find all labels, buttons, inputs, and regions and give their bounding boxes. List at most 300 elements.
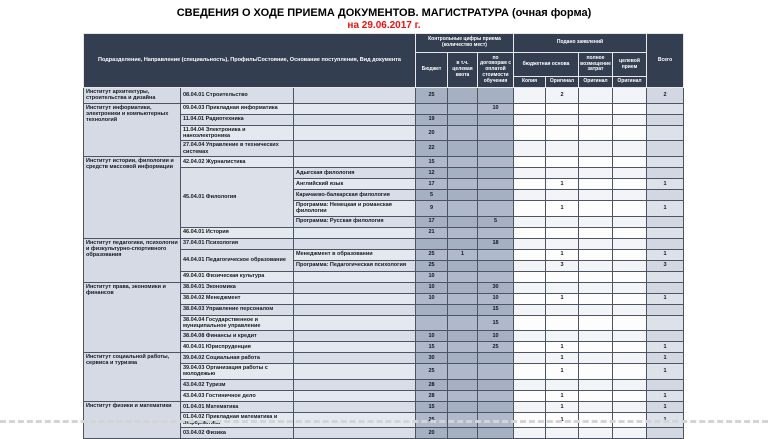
cell-original-target (613, 364, 647, 380)
cell-direction: 27.04.04 Управление в технических системах (181, 141, 294, 157)
cell-original-budget (546, 156, 579, 167)
cell-quota (448, 167, 478, 178)
col-group-budget-basis: бюджетная основа (514, 53, 579, 77)
cell-original-target (613, 428, 647, 439)
cell-contract (478, 379, 514, 390)
cell-original-target (613, 114, 647, 125)
cell-original-reimb (579, 125, 613, 141)
cell-budget: 10 (416, 293, 448, 304)
cell-institution: Институт педагогики, психологии и физкультурно-спортивного образования (84, 238, 181, 282)
cell-direction: 40.04.01 Юриспруденция (181, 342, 294, 353)
table-row (84, 103, 684, 114)
cell-copy (514, 114, 546, 125)
cell-profile: Английский язык (294, 178, 416, 189)
cell-budget: 25 (416, 364, 448, 380)
cell-direction: 38.04.08 Финансы и кредит (181, 331, 294, 342)
cell-total: 1 (647, 200, 684, 216)
cell-total (647, 271, 684, 282)
cell-contract (478, 141, 514, 157)
cell-total: 1 (647, 364, 684, 380)
cell-original-reimb (579, 88, 613, 104)
cell-direction: 11.04.01 Радиотехника (181, 114, 294, 125)
cell-copy (514, 156, 546, 167)
cell-budget (416, 304, 448, 315)
cell-original-reimb (579, 353, 613, 364)
cell-profile: Программа: Русская филология (294, 216, 416, 227)
cell-budget (416, 103, 448, 114)
cell-original-reimb (579, 342, 613, 353)
cell-total (647, 379, 684, 390)
cell-original-target (613, 293, 647, 304)
cell-original-reimb (579, 249, 613, 260)
cell-profile (294, 390, 416, 401)
cell-copy (514, 342, 546, 353)
cell-budget: 25 (416, 260, 448, 271)
cell-profile (294, 364, 416, 380)
cell-contract (478, 260, 514, 271)
cell-copy (514, 428, 546, 439)
cell-profile (294, 428, 416, 439)
cell-original-target (613, 216, 647, 227)
cell-total (647, 315, 684, 331)
cell-contract: 18 (478, 238, 514, 249)
cell-total (647, 428, 684, 439)
cell-quota (448, 238, 478, 249)
table-row (84, 353, 684, 364)
cell-original-budget: 1 (546, 342, 579, 353)
cell-total: 3 (647, 260, 684, 271)
cell-original-target (613, 178, 647, 189)
cell-direction: 45.04.01 Филология (181, 167, 294, 227)
cell-original-target (613, 88, 647, 104)
cell-budget: 25 (416, 249, 448, 260)
cell-original-budget (546, 331, 579, 342)
cell-original-target (613, 227, 647, 238)
cell-budget: 21 (416, 227, 448, 238)
cell-profile: Менеджмент в образовании (294, 249, 416, 260)
cell-total: 1 (647, 249, 684, 260)
cell-profile (294, 293, 416, 304)
table-row (84, 282, 684, 293)
cell-direction: 39.04.03 Организация работы с молодежью (181, 364, 294, 380)
cell-original-target (613, 249, 647, 260)
cell-direction: 43.04.03 Гостиничное дело (181, 390, 294, 401)
cell-direction: 38.04.03 Управление персоналом (181, 304, 294, 315)
cell-copy (514, 271, 546, 282)
cell-copy (514, 189, 546, 200)
cell-quota (448, 315, 478, 331)
cell-budget: 28 (416, 390, 448, 401)
cell-original-reimb (579, 216, 613, 227)
cell-profile: Программа: Педагогическая психология (294, 260, 416, 271)
cell-original-target (613, 315, 647, 331)
col-header-copy: Копия (514, 77, 546, 88)
cell-copy (514, 401, 546, 412)
cell-copy (514, 249, 546, 260)
cell-copy (514, 260, 546, 271)
cell-total (647, 103, 684, 114)
cell-original-target (613, 379, 647, 390)
cell-contract: 5 (478, 216, 514, 227)
cell-contract (478, 249, 514, 260)
col-group-full-reimbursement: полное возмещение затрат (579, 53, 613, 77)
cell-original-reimb (579, 428, 613, 439)
cell-original-reimb (579, 200, 613, 216)
cell-total (647, 156, 684, 167)
report-date: на 29.06.2017 г. (347, 20, 421, 31)
cell-original-budget: 1 (546, 178, 579, 189)
col-group-applications: Подано заявлений (514, 34, 647, 53)
cell-total: 1 (647, 390, 684, 401)
cell-original-budget (546, 125, 579, 141)
cell-original-target (613, 103, 647, 114)
cell-institution: Институт физики и математики (84, 401, 181, 439)
cell-original-budget (546, 304, 579, 315)
cell-original-target (613, 189, 647, 200)
cell-original-reimb (579, 260, 613, 271)
cell-budget: 20 (416, 125, 448, 141)
cell-original-target (613, 271, 647, 282)
cell-original-target (613, 260, 647, 271)
cell-budget: 12 (416, 167, 448, 178)
cell-original-budget: 1 (546, 353, 579, 364)
cell-total (647, 238, 684, 249)
cell-original-budget (546, 114, 579, 125)
cell-total: 1 (647, 293, 684, 304)
cell-total (647, 216, 684, 227)
cell-original-budget: 1 (546, 364, 579, 380)
cell-quota (448, 331, 478, 342)
cell-total: 1 (647, 412, 684, 428)
cell-contract (478, 167, 514, 178)
cell-original-reimb (579, 364, 613, 380)
table-row (84, 156, 684, 167)
cell-direction: 46.04.01 История (181, 227, 294, 238)
cell-original-reimb (579, 379, 613, 390)
cell-contract (478, 353, 514, 364)
cell-quota (448, 178, 478, 189)
cell-budget: 28 (416, 379, 448, 390)
cell-quota (448, 88, 478, 104)
cell-total (647, 304, 684, 315)
cell-original-target (613, 331, 647, 342)
cell-original-budget (546, 189, 579, 200)
cell-original-budget (546, 315, 579, 331)
cell-profile (294, 379, 416, 390)
cell-budget: 17 (416, 216, 448, 227)
cell-contract: 15 (478, 304, 514, 315)
cell-budget: 17 (416, 178, 448, 189)
cell-original-target (613, 156, 647, 167)
cell-contract: 10 (478, 103, 514, 114)
cell-profile (294, 156, 416, 167)
col-header-budget: Бюджет (416, 53, 448, 88)
cell-budget: 15 (416, 401, 448, 412)
cell-original-target (613, 282, 647, 293)
cell-original-reimb (579, 331, 613, 342)
cell-original-budget (546, 216, 579, 227)
cell-institution: Институт истории, филологии и средств массовой информации (84, 156, 181, 238)
cell-copy (514, 390, 546, 401)
cell-original-target (613, 304, 647, 315)
cell-copy (514, 353, 546, 364)
cell-direction: 08.04.01 Строительство (181, 88, 294, 104)
cell-quota (448, 379, 478, 390)
col-header-target-quota: в т.ч. целевая квота (448, 53, 478, 88)
cell-budget (416, 238, 448, 249)
cell-original-reimb (579, 390, 613, 401)
cell-original-reimb (579, 238, 613, 249)
cell-copy (514, 331, 546, 342)
cell-profile (294, 342, 416, 353)
cell-contract (478, 390, 514, 401)
table-header (84, 34, 684, 88)
cell-direction: 38.04.04 Государственное и муниципальное управление (181, 315, 294, 331)
admissions-table (83, 33, 684, 439)
cell-contract (478, 125, 514, 141)
cell-original-reimb (579, 293, 613, 304)
cell-direction: 39.04.02 Социальная работа (181, 353, 294, 364)
col-header-original-budget: Оригинал (546, 77, 579, 88)
cell-profile (294, 282, 416, 293)
cell-original-target (613, 141, 647, 157)
cell-direction: 09.04.03 Прикладная информатика (181, 103, 294, 114)
cell-contract (478, 227, 514, 238)
cell-total (647, 189, 684, 200)
cell-original-reimb (579, 167, 613, 178)
cell-original-reimb (579, 178, 613, 189)
cell-institution: Институт архитектуры, строительства и дизайна (84, 88, 181, 104)
cell-contract: 10 (478, 293, 514, 304)
cell-original-budget: 3 (546, 260, 579, 271)
cell-contract (478, 178, 514, 189)
cell-copy (514, 238, 546, 249)
cell-original-reimb (579, 227, 613, 238)
cell-copy (514, 88, 546, 104)
cell-quota (448, 271, 478, 282)
cell-original-target (613, 342, 647, 353)
cell-original-budget (546, 282, 579, 293)
cell-original-budget (546, 428, 579, 439)
cell-original-budget: 1 (546, 390, 579, 401)
cell-budget (416, 315, 448, 331)
cell-direction: 03.04.02 Физика (181, 428, 294, 439)
cell-contract: 10 (478, 331, 514, 342)
cell-profile: Программа: Немецкая и романская филологии (294, 200, 416, 216)
cell-copy (514, 167, 546, 178)
cell-original-budget: 1 (546, 249, 579, 260)
cell-direction: 01.04.01 Математика (181, 401, 294, 412)
cell-total (647, 141, 684, 157)
cell-direction: 44.04.01 Педагогическое образование (181, 249, 294, 271)
cell-total: 1 (647, 178, 684, 189)
col-group-control-figures: Контрольные цифры приема (количество мест) (416, 34, 514, 53)
cell-original-target (613, 353, 647, 364)
cell-copy (514, 227, 546, 238)
cell-original-budget (546, 271, 579, 282)
cell-original-budget: 1 (546, 412, 579, 428)
cell-original-reimb (579, 141, 613, 157)
cell-profile (294, 304, 416, 315)
cell-total (647, 125, 684, 141)
cell-original-budget: 1 (546, 293, 579, 304)
cell-original-budget (546, 379, 579, 390)
cell-direction: 01.04.02 Прикладная математика и информатика (181, 412, 294, 428)
cell-original-target (613, 200, 647, 216)
cell-total (647, 167, 684, 178)
page-break-line (0, 420, 768, 423)
cell-copy (514, 315, 546, 331)
cell-original-target (613, 401, 647, 412)
cell-budget: 25 (416, 412, 448, 428)
cell-quota (448, 282, 478, 293)
cell-budget: 5 (416, 189, 448, 200)
cell-quota (448, 401, 478, 412)
cell-total: 1 (647, 342, 684, 353)
cell-profile (294, 141, 416, 157)
cell-direction: 38.04.01 Экономика (181, 282, 294, 293)
cell-original-budget (546, 238, 579, 249)
cell-original-reimb (579, 103, 613, 114)
cell-copy (514, 125, 546, 141)
cell-profile: Адыгская филология (294, 167, 416, 178)
cell-direction: 43.04.02 Туризм (181, 379, 294, 390)
cell-original-reimb (579, 271, 613, 282)
cell-contract: 30 (478, 282, 514, 293)
cell-budget: 9 (416, 200, 448, 216)
cell-contract (478, 401, 514, 412)
cell-original-reimb (579, 114, 613, 125)
cell-contract (478, 88, 514, 104)
cell-total: 1 (647, 353, 684, 364)
cell-quota (448, 390, 478, 401)
cell-quota (448, 156, 478, 167)
cell-quota (448, 260, 478, 271)
cell-direction: 42.04.02 Журналистика (181, 156, 294, 167)
cell-copy (514, 293, 546, 304)
cell-original-reimb (579, 304, 613, 315)
cell-quota (448, 103, 478, 114)
cell-profile (294, 238, 416, 249)
cell-quota (448, 114, 478, 125)
cell-original-budget (546, 103, 579, 114)
cell-direction: 49.04.01 Физическая культура (181, 271, 294, 282)
table-row (84, 88, 684, 104)
cell-total (647, 282, 684, 293)
cell-quota (448, 125, 478, 141)
cell-original-reimb (579, 315, 613, 331)
cell-institution: Институт социальной работы, сервиса и туризма (84, 353, 181, 402)
cell-budget: 15 (416, 342, 448, 353)
cell-original-target (613, 167, 647, 178)
cell-original-budget (546, 227, 579, 238)
cell-profile (294, 125, 416, 141)
cell-total (647, 114, 684, 125)
cell-copy (514, 216, 546, 227)
cell-original-budget: 2 (546, 88, 579, 104)
cell-original-target (613, 238, 647, 249)
cell-profile (294, 353, 416, 364)
cell-quota (448, 353, 478, 364)
col-header-total: Всего (647, 34, 684, 88)
cell-budget: 15 (416, 156, 448, 167)
cell-profile (294, 227, 416, 238)
cell-copy (514, 178, 546, 189)
cell-quota (448, 141, 478, 157)
cell-budget: 10 (416, 271, 448, 282)
cell-quota (448, 216, 478, 227)
cell-profile (294, 271, 416, 282)
cell-original-budget (546, 167, 579, 178)
cell-original-target (613, 125, 647, 141)
cell-institution: Институт информатики, электроники и компьютерных технологий (84, 103, 181, 156)
cell-quota (448, 293, 478, 304)
cell-copy (514, 200, 546, 216)
col-header-original-reimb: Оригинал (579, 77, 613, 88)
cell-budget: 10 (416, 331, 448, 342)
cell-quota (448, 200, 478, 216)
cell-contract (478, 271, 514, 282)
table-row (84, 238, 684, 249)
cell-quota (448, 304, 478, 315)
cell-contract (478, 428, 514, 439)
cell-quota (448, 428, 478, 439)
cell-quota: 1 (448, 249, 478, 260)
cell-original-target (613, 390, 647, 401)
cell-quota (448, 364, 478, 380)
col-header-original-target: Оригинал (613, 77, 647, 88)
cell-budget: 30 (416, 353, 448, 364)
cell-copy (514, 364, 546, 380)
cell-budget: 20 (416, 428, 448, 439)
cell-profile (294, 114, 416, 125)
cell-direction: 11.04.04 Электроника и наноэлектроника (181, 125, 294, 141)
cell-profile (294, 315, 416, 331)
cell-budget: 25 (416, 88, 448, 104)
cell-profile (294, 401, 416, 412)
cell-original-budget: 1 (546, 200, 579, 216)
cell-total (647, 331, 684, 342)
col-group-target-admission: целевой прием (613, 53, 647, 77)
cell-profile: Карачаево-балкарская филология (294, 189, 416, 200)
cell-contract (478, 364, 514, 380)
cell-contract: 25 (478, 342, 514, 353)
cell-original-reimb (579, 156, 613, 167)
cell-total (647, 227, 684, 238)
cell-budget: 19 (416, 114, 448, 125)
cell-copy (514, 282, 546, 293)
cell-direction: 38.04.02 Менеджмент (181, 293, 294, 304)
cell-profile (294, 88, 416, 104)
cell-original-budget (546, 141, 579, 157)
cell-contract (478, 200, 514, 216)
cell-total: 2 (647, 88, 684, 104)
cell-contract (478, 189, 514, 200)
cell-contract (478, 156, 514, 167)
cell-original-reimb (579, 282, 613, 293)
cell-budget: 10 (416, 282, 448, 293)
cell-copy (514, 141, 546, 157)
cell-original-reimb (579, 189, 613, 200)
cell-copy (514, 304, 546, 315)
cell-quota (448, 189, 478, 200)
col-header-contract: по договорам с оплатой стоимости обучения (478, 53, 514, 88)
table-row (84, 401, 684, 412)
cell-institution: Институт права, экономики и финансов (84, 282, 181, 353)
cell-direction: 37.04.01 Психология (181, 238, 294, 249)
cell-profile (294, 331, 416, 342)
cell-quota (448, 342, 478, 353)
